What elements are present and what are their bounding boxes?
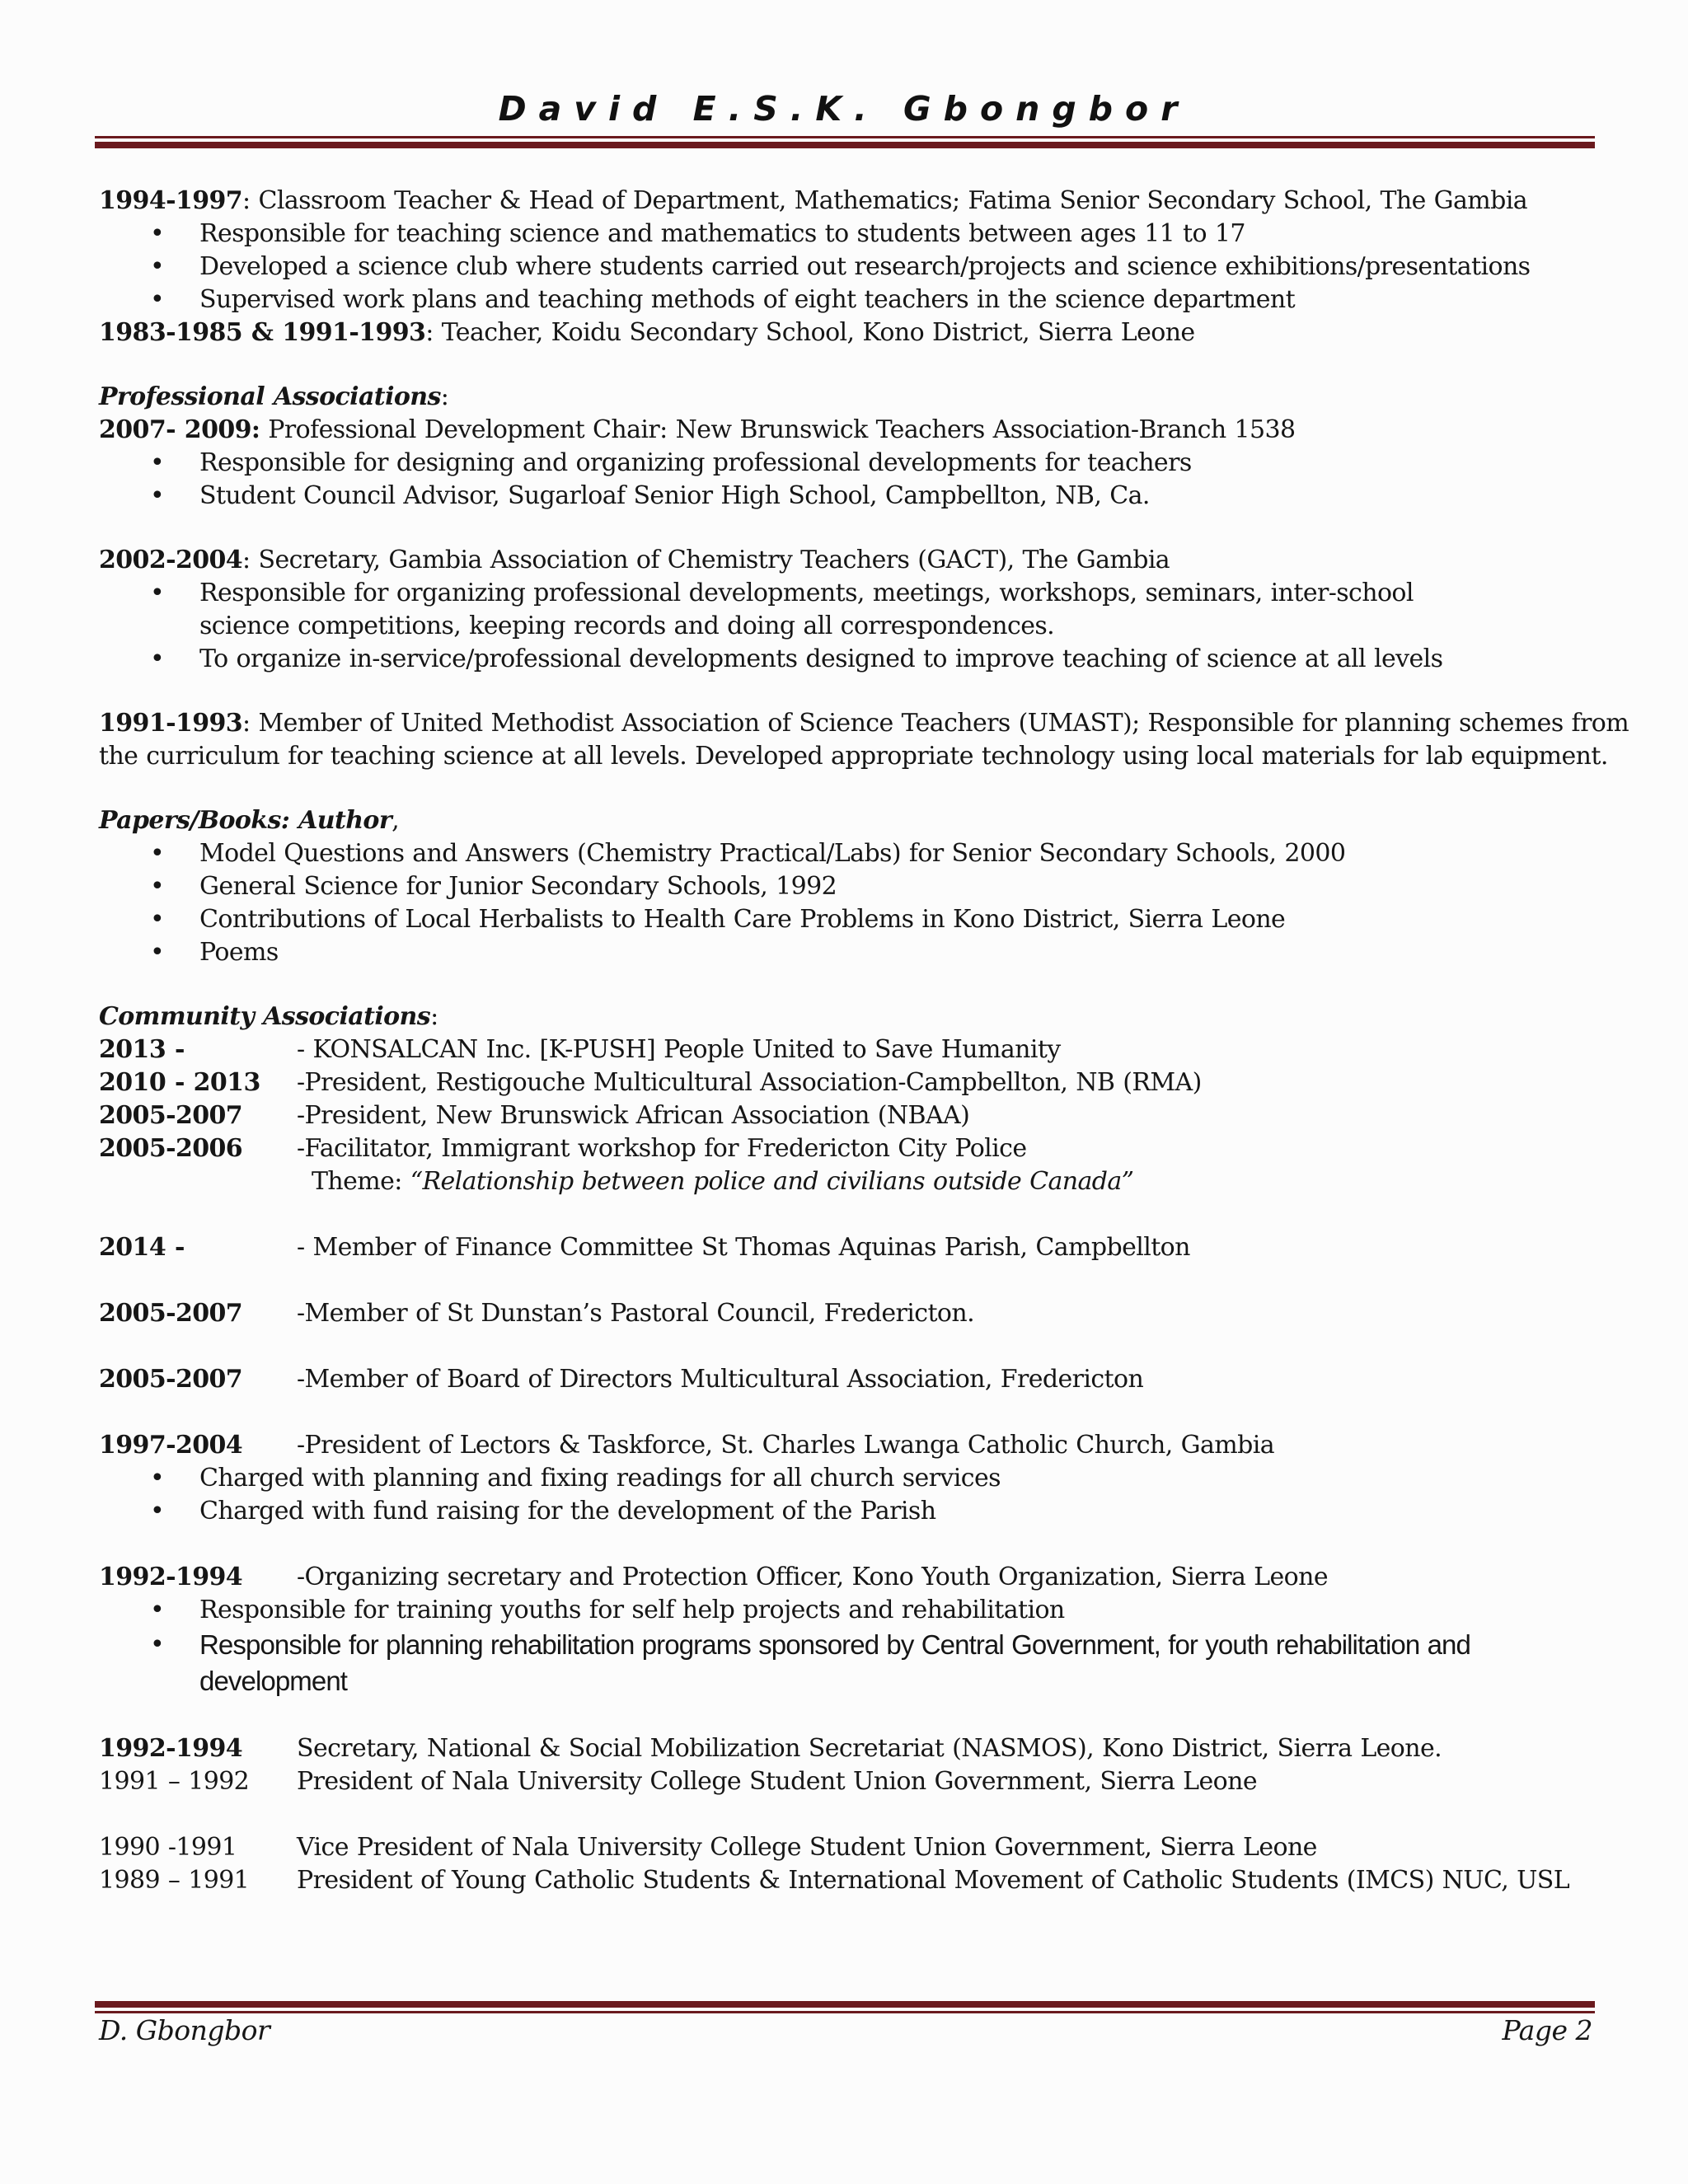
footer-name: D. Gbongbor xyxy=(99,2014,270,2046)
list-item: • Developed a science club where students carried out research/projects and science exhibitions/presentations xyxy=(99,251,1591,284)
list-item: • Responsible for organizing professional developments, meetings, workshops, seminars, inter-school science competitions, keeping records and doing all correspondences. xyxy=(150,579,1414,640)
list-item: • General Science for Junior Secondary Schools, 1992 xyxy=(99,870,1591,903)
list-item: • Responsible for planning rehabilitation programs sponsored by Central Government, for youth rehabilitation and development xyxy=(99,1627,1591,1699)
community-row: 2005-2007 -Member of Board of Directors Multicultural Association, Fredericton xyxy=(99,1365,1144,1394)
bullet-icon: • xyxy=(150,872,165,901)
community-row: 2014 - - Member of Finance Committee St Thomas Aquinas Parish, Campbellton xyxy=(99,1233,1190,1262)
list-item: • Charged with planning and fixing readings for all church services xyxy=(99,1462,1591,1495)
page-number: Page 2 xyxy=(1502,2014,1592,2046)
bullet-icon: • xyxy=(150,579,165,607)
community-row: 1991 – 1992 President of Nala University College Student Union Government, Sierra Leone xyxy=(99,1767,1257,1796)
list-item: • Poems xyxy=(99,936,1591,969)
umast-entry-cont: the curriculum for teaching science at all levels. Developed appropriate technology using local materials for lab equipment. xyxy=(99,742,1608,771)
list-item: • Responsible for teaching science and mathematics to students between ages 11 to 17 xyxy=(99,218,1591,251)
community-row: 2013 - - KONSALCAN Inc. [K-PUSH] People United to Save Humanity xyxy=(99,1035,1061,1064)
list-item: • Supervised work plans and teaching methods of eight teachers in the science department xyxy=(99,284,1591,316)
community-row: 1990 -1991 Vice President of Nala University College Student Union Government, Sierra Leone xyxy=(99,1833,1317,1862)
community-row: 1997-2004 -President of Lectors & Taskforce, St. Charles Lwanga Catholic Church, Gambia xyxy=(99,1431,1274,1460)
bullet-icon: • xyxy=(150,839,165,868)
resume-content xyxy=(99,185,1629,1897)
bullet-icon: • xyxy=(150,219,165,248)
footer-rule xyxy=(95,2001,1595,2013)
nbta-entry: 2007- 2009: Professional Development Chair: New Brunswick Teachers Association-Branch 1538 xyxy=(99,415,1296,444)
gact-entry: 2002-2004: Secretary, Gambia Association of Chemistry Teachers (GACT), The Gambia xyxy=(99,546,1170,574)
bullet-icon: • xyxy=(150,938,165,967)
bullet-icon: • xyxy=(150,448,165,477)
list-item: • Responsible for training youths for self help projects and rehabilitation xyxy=(99,1594,1591,1627)
community-row: 1992-1994 Secretary, National & Social Mobilization Secretariat (NASMOS), Kono District, Sierra Leone. xyxy=(99,1734,1442,1763)
header-name: David E.S.K. Gbongbor xyxy=(498,89,1190,129)
community-row: 2005-2007 -Member of St Dunstan’s Pastoral Council, Fredericton. xyxy=(99,1299,975,1328)
header-rule xyxy=(95,136,1595,148)
list-item: • Responsible for designing and organizing professional developments for teachers xyxy=(99,447,1591,480)
community-row: 2005-2006 -Facilitator, Immigrant workshop for Fredericton City Police xyxy=(99,1134,1027,1163)
theme-line: Theme: “Relationship between police and civilians outside Canada” xyxy=(312,1167,1134,1196)
professional-heading: Professional Associations: xyxy=(99,382,449,411)
list-item: • Charged with fund raising for the development of the Parish xyxy=(99,1495,1591,1528)
list-item: • To organize in-service/professional developments designed to improve teaching of science at all levels xyxy=(99,643,1591,676)
list-item: • Contributions of Local Herbalists to Health Care Problems in Kono District, Sierra Leone xyxy=(99,903,1591,936)
bullet-icon: • xyxy=(150,905,165,934)
bullet-icon: • xyxy=(150,481,165,510)
bullet-icon: • xyxy=(150,252,165,281)
fatima-entry: 1994-1997: Classroom Teacher & Head of Department, Mathematics; Fatima Senior Secondary School, The Gambia xyxy=(99,186,1528,215)
bullet-icon: • xyxy=(150,644,165,673)
community-row: 2005-2007 -President, New Brunswick African Association (NBAA) xyxy=(99,1101,970,1130)
community-row: 1989 – 1991 President of Young Catholic Students & International Movement of Catholic Students (IMCS) NUC, USL xyxy=(99,1866,1570,1895)
community-row: 1992-1994 -Organizing secretary and Protection Officer, Kono Youth Organization, Sierra Leone xyxy=(99,1563,1328,1591)
list-item: • Student Council Advisor, Sugarloaf Senior High School, Campbellton, NB, Ca. xyxy=(99,480,1591,513)
bullet-icon: • xyxy=(150,1596,165,1624)
papers-heading: Papers/Books: Author, xyxy=(99,806,399,835)
bullet-icon: • xyxy=(150,1497,165,1526)
bullet-icon: • xyxy=(150,285,165,314)
umast-entry: 1991-1993: Member of United Methodist Association of Science Teachers (UMAST); Responsible for planning schemes from xyxy=(99,709,1629,738)
list-item: • Model Questions and Answers (Chemistry Practical/Labs) for Senior Secondary Schools, 2000 xyxy=(99,837,1591,870)
koidu-entry: 1983-1985 & 1991-1993: Teacher, Koidu Secondary School, Kono District, Sierra Leone xyxy=(99,318,1195,347)
community-row: 2010 - 2013 -President, Restigouche Multicultural Association-Campbellton, NB (RMA) xyxy=(99,1068,1202,1097)
bullet-icon: • xyxy=(150,1464,165,1493)
bullet-icon: • xyxy=(150,1630,164,1659)
community-heading: Community Associations: xyxy=(99,1002,438,1031)
